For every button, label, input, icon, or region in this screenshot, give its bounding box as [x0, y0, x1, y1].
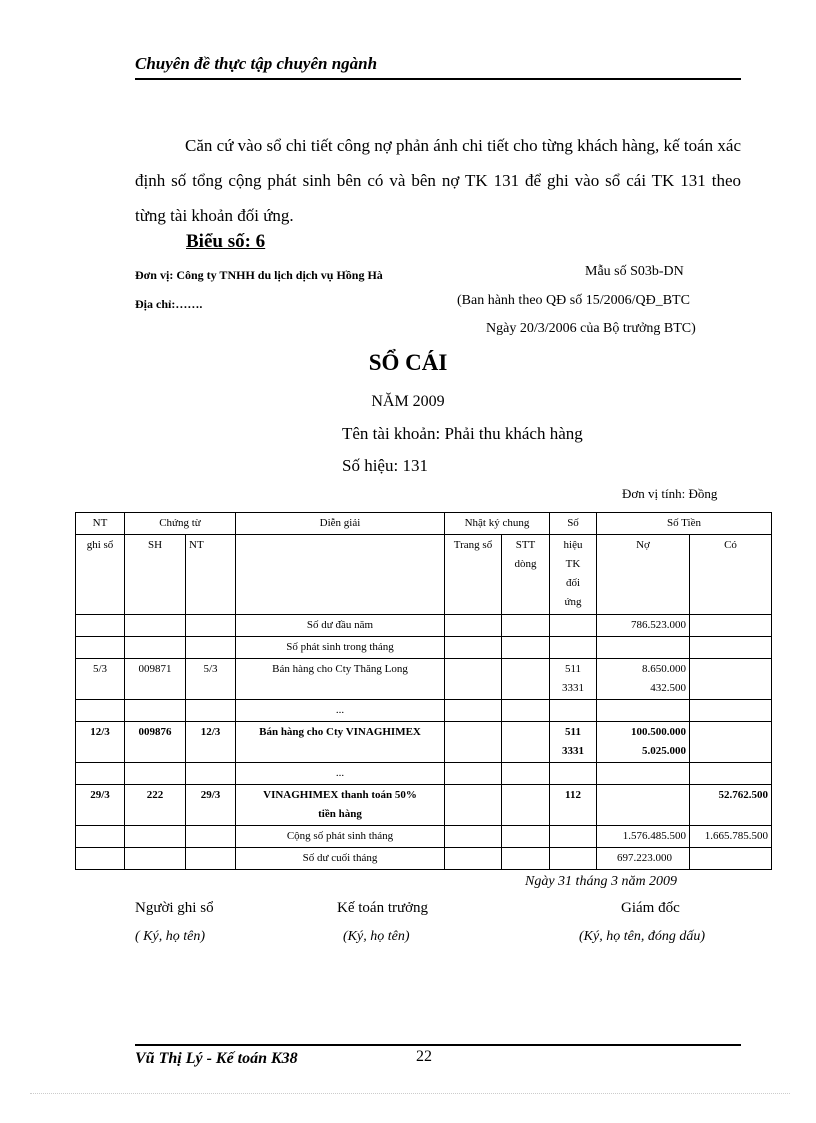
row-dien-giai: Cộng số phát sinh tháng	[236, 826, 445, 848]
row-dien-giai: VINAGHIMEX thanh toán 50% tiền hàng	[236, 785, 445, 826]
row-no: 8.650.000 432.500	[597, 659, 690, 700]
row-dien-giai: Bán hàng cho Cty Thăng Long	[236, 659, 445, 700]
th-ghi-so: ghi sổ	[76, 535, 125, 615]
company-unit: Đơn vị: Công ty TNHH du lịch dịch vụ Hồng Hà	[135, 268, 383, 282]
row-no: 1.576.485.500	[597, 826, 690, 848]
row-ntct: 29/3	[186, 785, 236, 826]
row-dien-giai: Số dư đầu năm	[236, 615, 445, 637]
recorder-note: ( Ký, họ tên)	[135, 929, 205, 944]
table-row	[76, 848, 772, 870]
ledger-title: SỔ CÁI	[368, 350, 448, 375]
ledger-year: NĂM 2009	[371, 393, 445, 410]
row-nt: 29/3	[76, 785, 125, 826]
th-co: Có	[690, 535, 772, 615]
header-rule	[135, 78, 741, 80]
row-tk: 112	[550, 785, 597, 826]
th-so-tien: Số Tiền	[597, 513, 772, 535]
intro-paragraph	[135, 128, 741, 233]
currency-unit: Đơn vị tính: Đồng	[622, 486, 718, 501]
header-row-1	[76, 513, 772, 535]
row-sh: 009876	[125, 722, 186, 763]
table-row	[76, 659, 772, 700]
row-ntct: 12/3	[186, 722, 236, 763]
chief-accountant-label: Kế toán trưởng	[337, 900, 429, 916]
row-sh: 222	[125, 785, 186, 826]
th-hieu-tk: hiệu TK đối ứng	[550, 535, 597, 615]
footer-author: Vũ Thị Lý - Kế toán K38	[135, 1050, 298, 1067]
th-trang-so: Trang sổ	[445, 535, 502, 615]
director-note: (Ký, họ tên, đóng dấu)	[579, 929, 705, 944]
header-row-2	[76, 535, 772, 615]
table-row	[76, 700, 772, 722]
th-nt: NT	[76, 513, 125, 535]
th-so: Số	[550, 513, 597, 535]
row-tk: 511 3331	[550, 659, 597, 700]
th-stt-dong: STT dòng	[502, 535, 550, 615]
account-name: Tên tài khoản: Phải thu khách hàng	[342, 424, 583, 443]
page-header-title: Chuyên đề thực tập chuyên ngành	[135, 54, 378, 73]
signature-date: Ngày 31 tháng 3 năm 2009	[525, 874, 678, 889]
row-dien-giai: Số dư cuối tháng	[236, 848, 445, 870]
recorder-label: Người ghi sổ	[135, 900, 214, 916]
issued-line-2: Ngày 20/3/2006 của Bộ trưởng BTC)	[486, 321, 696, 336]
bieu-so-label: Biểu số: 6	[186, 231, 266, 252]
form-number: Mẫu số S03b-DN	[585, 264, 684, 279]
issued-line-1: (Ban hành theo QĐ số 15/2006/QĐ_BTC	[457, 293, 690, 308]
th-nt-ct: NT	[186, 535, 236, 615]
th-nhat-ky-chung: Nhật ký chung	[445, 513, 550, 535]
chief-accountant-note: (Ký, họ tên)	[343, 929, 410, 944]
row-dien-giai: Số phát sinh trong tháng	[236, 637, 445, 659]
row-ntct: 5/3	[186, 659, 236, 700]
th-empty	[236, 535, 445, 615]
row-co: 52.762.500	[690, 785, 772, 826]
table-row	[76, 722, 772, 763]
row-co: 1.665.785.500	[690, 826, 772, 848]
table-row	[76, 637, 772, 659]
footer-rule	[135, 1044, 741, 1046]
account-number: Số hiệu: 131	[342, 456, 428, 475]
company-address: Địa chỉ:…….	[135, 297, 203, 311]
page-number: 22	[416, 1048, 432, 1065]
th-chung-tu: Chứng từ	[125, 513, 236, 535]
intro-text: Căn cứ vào sổ chi tiết công nợ phản ánh chi tiết cho từng khách hàng, kế toán xác định số tổng cộng phát sinh bên có và bên nợ TK 131 để ghi vào sổ cái TK 131 theo từng tài khoản đối ứng.	[135, 136, 741, 225]
row-no: 786.523.000	[597, 615, 690, 637]
table-row	[76, 615, 772, 637]
table-row	[76, 785, 772, 826]
row-nt: 12/3	[76, 722, 125, 763]
director-label: Giám đốc	[621, 900, 680, 916]
row-dien-giai: ...	[236, 763, 445, 785]
row-dien-giai: ...	[236, 700, 445, 722]
row-tk: 511 3331	[550, 722, 597, 763]
row-nt: 5/3	[76, 659, 125, 700]
row-sh: 009871	[125, 659, 186, 700]
th-sh: SH	[125, 535, 186, 615]
row-dien-giai: Bán hàng cho Cty VINAGHIMEX	[236, 722, 445, 763]
th-no: Nợ	[597, 535, 690, 615]
table-row	[76, 763, 772, 785]
row-no: 100.500.000 5.025.000	[597, 722, 690, 763]
th-dien-giai: Diễn giải	[236, 513, 445, 535]
row-no: 697.223.000	[597, 848, 690, 870]
page-edge-divider	[30, 1093, 790, 1094]
table-row	[76, 826, 772, 848]
ledger-table	[75, 512, 772, 870]
